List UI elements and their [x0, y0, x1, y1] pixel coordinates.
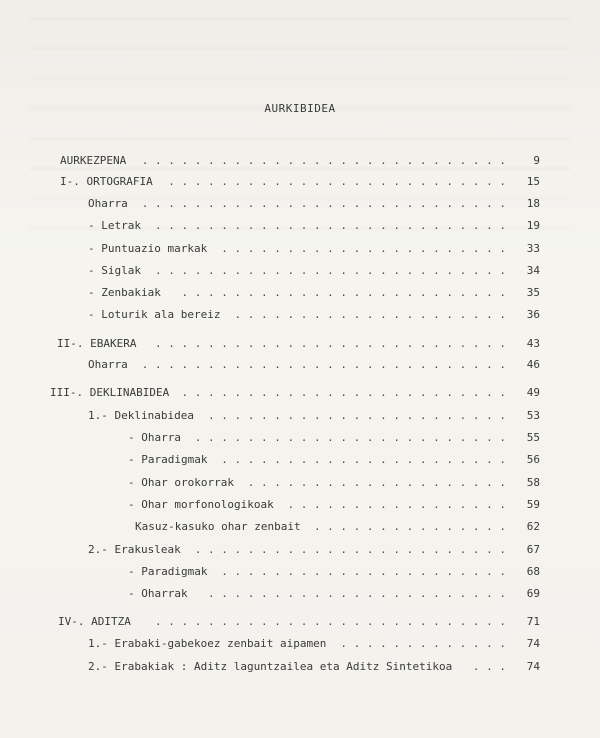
toc-leader-dots: . . . . . . . . . . . . . . . . . . . . . . . . .: [181, 286, 506, 299]
toc-entry-label: - Letrak: [88, 219, 141, 232]
toc-leader-dots: . . . . . . . . . . . . . . . . . . . . . . .: [207, 409, 506, 422]
toc-leader-dots: . . . . . . . . . . . . . . . . . . . . . .: [221, 453, 506, 466]
toc-entry: [0, 497, 600, 513]
toc-entry-label: - Puntuazio markak: [88, 242, 208, 255]
toc-entry-page-number: 9: [533, 154, 540, 167]
toc-entry-page-number: 56: [526, 453, 540, 466]
toc-leader-dots: . . . . . . . . . . . . . . . . . . . . . . . .: [194, 431, 506, 444]
toc-entry-label: Oharra: [88, 358, 128, 371]
toc-leader-dots: . . . . . . . . . . . . . . . . . . . . . .: [221, 242, 506, 255]
toc-entry: [0, 307, 600, 323]
toc-entry: [0, 452, 600, 468]
toc-entry-page-number: 74: [526, 637, 540, 650]
toc-entry: [0, 241, 600, 257]
toc-entry: [0, 174, 600, 190]
toc-entry-label: III-. DEKLINABIDEA: [50, 386, 170, 399]
toc-entry-page-number: 59: [526, 498, 540, 511]
toc-entry-label: 2.- Erabakiak : Aditz laguntzailea eta Aditz Sintetikoa: [88, 660, 453, 673]
toc-entry-page-number: 58: [526, 476, 540, 489]
toc-entry-label: Kasuz-kasuko ohar zenbait: [135, 520, 301, 533]
toc-leader-dots: . . . . . . . . . . . . . . . . . . . . . . . . . . . .: [141, 358, 506, 371]
toc-heading: AURKIBIDEA: [264, 102, 336, 115]
toc-entry: [0, 408, 600, 424]
toc-entry: [0, 586, 600, 602]
toc-entry: [0, 614, 600, 630]
toc-entry: [0, 285, 600, 301]
toc-entry: [0, 263, 600, 279]
toc-entry-page-number: 71: [526, 615, 540, 628]
toc-leader-dots: . . . . . . . . . . . . . . . . . . . . . . . . . . .: [155, 337, 506, 350]
toc-leader-dots: . . . . . . . . . . . . . . . . . . . . . . . . . . . .: [141, 197, 506, 210]
toc-entry-page-number: 18: [526, 197, 540, 210]
toc-entry-label: - Oharra: [128, 431, 181, 444]
toc-leader-dots: . . . . . . . . . . . . . . . . . . . . . . . .: [194, 543, 506, 556]
toc-leader-dots: . . . . . . . . . . . . . . . . . . . . . . . . . .: [168, 175, 506, 188]
toc-entry: [0, 475, 600, 491]
toc-entry-page-number: 34: [526, 264, 540, 277]
toc-entry-label: - Ohar orokorrak: [128, 476, 234, 489]
toc-entry: [0, 336, 600, 352]
toc-entry: [0, 357, 600, 373]
toc-entry-page-number: 33: [526, 242, 540, 255]
toc-entry: [0, 430, 600, 446]
toc-entry-label: IV-. ADITZA: [58, 615, 131, 628]
toc-entry-label: 2.- Erakusleak: [88, 543, 181, 556]
toc-entry-label: - Oharrak: [128, 587, 188, 600]
toc-entry: [0, 153, 600, 169]
toc-entry-label: Oharra: [88, 197, 128, 210]
toc-entry-label: I-. ORTOGRAFIA: [60, 175, 153, 188]
toc-entry: [0, 564, 600, 580]
toc-leader-dots: . . . . . . . . . . . . . . . . . . . . . . . . .: [181, 386, 506, 399]
toc-entry: [0, 519, 600, 535]
toc-entry: [0, 659, 600, 675]
toc-leader-dots: . . . . . . . . . . . . .: [340, 637, 506, 650]
toc-entry-page-number: 67: [526, 543, 540, 556]
toc-leader-dots: . . .: [472, 660, 506, 673]
toc-entry-page-number: 68: [526, 565, 540, 578]
toc-leader-dots: . . . . . . . . . . . . . . .: [313, 520, 506, 533]
toc-leader-dots: . . . . . . . . . . . . . . . . . . . . . . . . . . . .: [141, 154, 506, 167]
toc-leader-dots: . . . . . . . . . . . . . . . . . . . . . . . . . . .: [155, 264, 506, 277]
toc-entry: [0, 218, 600, 234]
toc-entry: [0, 196, 600, 212]
toc-entry-label: AURKEZPENA: [60, 154, 127, 167]
toc-entry-page-number: 74: [526, 660, 540, 673]
toc-entry-page-number: 55: [526, 431, 540, 444]
toc-entry-page-number: 36: [526, 308, 540, 321]
toc-entry: [0, 636, 600, 652]
toc-entry-page-number: 15: [526, 175, 540, 188]
toc-entry-page-number: 46: [526, 358, 540, 371]
toc-entry-page-number: 35: [526, 286, 540, 299]
toc-entry-page-number: 62: [526, 520, 540, 533]
toc-leader-dots: . . . . . . . . . . . . . . . . . . . .: [247, 476, 506, 489]
toc-leader-dots: . . . . . . . . . . . . . . . . . . . . . . .: [207, 587, 506, 600]
toc-entry-label: - Paradigmak: [128, 453, 208, 466]
toc-entry-label: II-. EBAKERA: [57, 337, 137, 350]
toc-leader-dots: . . . . . . . . . . . . . . . . . . . . . . . . . . .: [155, 219, 506, 232]
toc-entry-label: 1.- Deklinabidea: [88, 409, 194, 422]
toc-entry: [0, 542, 600, 558]
toc-entry-label: - Ohar morfonologikoak: [128, 498, 274, 511]
toc-entry: [0, 385, 600, 401]
toc-entry-label: - Paradigmak: [128, 565, 208, 578]
toc-entry-page-number: 43: [526, 337, 540, 350]
toc-leader-dots: . . . . . . . . . . . . . . . . .: [287, 498, 506, 511]
toc-entry-page-number: 49: [526, 386, 540, 399]
toc-leader-dots: . . . . . . . . . . . . . . . . . . . . . . . . . . .: [155, 615, 506, 628]
toc-leader-dots: . . . . . . . . . . . . . . . . . . . . . .: [221, 565, 506, 578]
toc-entry-page-number: 19: [526, 219, 540, 232]
toc-entry-page-number: 53: [526, 409, 540, 422]
toc-entry-label: - Zenbakiak: [88, 286, 161, 299]
toc-entry-label: - Siglak: [88, 264, 141, 277]
toc-entry-label: 1.- Erabaki-gabekoez zenbait aipamen: [88, 637, 327, 650]
toc-entry-page-number: 69: [526, 587, 540, 600]
toc-leader-dots: . . . . . . . . . . . . . . . . . . . . .: [234, 308, 506, 321]
toc-entry-label: - Loturik ala bereiz: [88, 308, 221, 321]
